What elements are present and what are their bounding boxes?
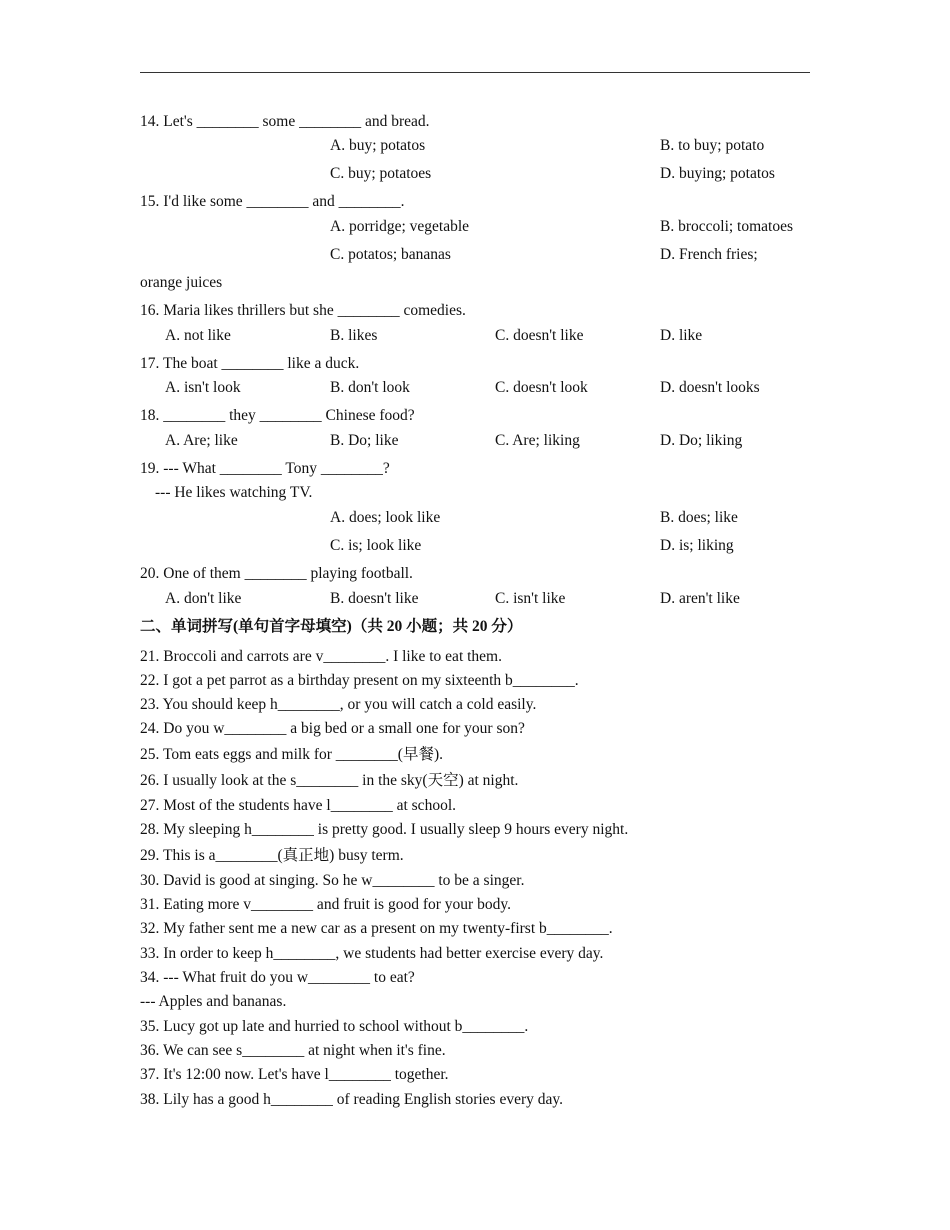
spelling-item: 32. My father sent me a new car as a present on my twenty-first b________. bbox=[140, 920, 613, 937]
q15-option-a: A. porridge; vegetable bbox=[330, 218, 470, 235]
q20-option-c: C. isn't like bbox=[495, 590, 566, 607]
spelling-item: 21. Broccoli and carrots are v________. I like to eat them. bbox=[140, 648, 502, 665]
q14-option-a: A. buy; potatos bbox=[330, 137, 426, 154]
q18-option-c: C. Are; liking bbox=[495, 432, 580, 449]
q15-stem: 15. I'd like some ________ and ________. bbox=[140, 193, 405, 210]
spelling-item: 24. Do you w________ a big bed or a small one for your son? bbox=[140, 720, 525, 737]
q15-option-d-continued: orange juices bbox=[140, 274, 223, 291]
q16-option-c: C. doesn't like bbox=[495, 327, 584, 344]
header-rule bbox=[140, 72, 810, 73]
spelling-item: 29. This is a________(真正地) busy term. bbox=[140, 847, 404, 864]
q15-option-c: C. potatos; bananas bbox=[330, 246, 451, 263]
q19-option-c: C. is; look like bbox=[330, 537, 422, 554]
q14-option-d: D. buying; potatos bbox=[660, 165, 775, 182]
q17-stem: 17. The boat ________ like a duck. bbox=[140, 355, 360, 372]
q17-option-c: C. doesn't look bbox=[495, 379, 588, 396]
q19-option-d: D. is; liking bbox=[660, 537, 734, 554]
q14-option-b: B. to buy; potato bbox=[660, 137, 765, 154]
q17-option-a: A. isn't look bbox=[165, 379, 241, 396]
q20-option-d: D. aren't like bbox=[660, 590, 740, 607]
q20-stem: 20. One of them ________ playing football. bbox=[140, 565, 413, 582]
q18-option-d: D. Do; liking bbox=[660, 432, 743, 449]
spelling-item: 36. We can see s________ at night when it's fine. bbox=[140, 1042, 446, 1059]
q15-option-d: D. French fries; bbox=[660, 246, 758, 263]
spelling-item: 25. Tom eats eggs and milk for ________(早餐). bbox=[140, 746, 443, 763]
spelling-item-reply: --- Apples and bananas. bbox=[140, 993, 287, 1010]
q16-option-b: B. likes bbox=[330, 327, 378, 344]
spelling-item: 22. I got a pet parrot as a birthday present on my sixteenth b________. bbox=[140, 672, 579, 689]
spelling-item: 27. Most of the students have l________ at school. bbox=[140, 797, 456, 814]
spelling-item: 31. Eating more v________ and fruit is good for your body. bbox=[140, 896, 511, 913]
spelling-item: 30. David is good at singing. So he w________ to be a singer. bbox=[140, 872, 525, 889]
q14-option-c: C. buy; potatoes bbox=[330, 165, 432, 182]
q18-stem: 18. ________ they ________ Chinese food? bbox=[140, 407, 415, 424]
q16-option-a: A. not like bbox=[165, 327, 231, 344]
q17-option-b: B. don't look bbox=[330, 379, 410, 396]
section-2-heading: 二、单词拼写(单句首字母填空)（共 20 小题；共 20 分） bbox=[140, 618, 523, 635]
q20-option-a: A. don't like bbox=[165, 590, 242, 607]
q19-stem: 19. --- What ________ Tony ________? bbox=[140, 460, 390, 477]
q19-option-b: B. does; like bbox=[660, 509, 738, 526]
q18-option-b: B. Do; like bbox=[330, 432, 399, 449]
q20-option-b: B. doesn't like bbox=[330, 590, 419, 607]
spelling-item: 28. My sleeping h________ is pretty good. I usually sleep 9 hours every night. bbox=[140, 821, 629, 838]
spelling-item: 35. Lucy got up late and hurried to school without b________. bbox=[140, 1018, 529, 1035]
spelling-item: 23. You should keep h________, or you will catch a cold easily. bbox=[140, 696, 537, 713]
q16-option-d: D. like bbox=[660, 327, 703, 344]
spelling-item: 33. In order to keep h________, we students had better exercise every day. bbox=[140, 945, 604, 962]
spelling-item: 34. --- What fruit do you w________ to eat? bbox=[140, 969, 415, 986]
q19-reply: --- He likes watching TV. bbox=[155, 484, 313, 501]
spelling-item: 26. I usually look at the s________ in the sky(天空) at night. bbox=[140, 772, 519, 789]
spelling-item: 37. It's 12:00 now. Let's have l________ together. bbox=[140, 1066, 449, 1083]
q15-option-b: B. broccoli; tomatoes bbox=[660, 218, 794, 235]
q18-option-a: A. Are; like bbox=[165, 432, 238, 449]
q19-option-a: A. does; look like bbox=[330, 509, 441, 526]
q17-option-d: D. doesn't looks bbox=[660, 379, 760, 396]
spelling-item: 38. Lily has a good h________ of reading English stories every day. bbox=[140, 1091, 564, 1108]
q14-stem: 14. Let's ________ some ________ and bread. bbox=[140, 113, 430, 130]
q16-stem: 16. Maria likes thrillers but she ________ comedies. bbox=[140, 302, 466, 319]
